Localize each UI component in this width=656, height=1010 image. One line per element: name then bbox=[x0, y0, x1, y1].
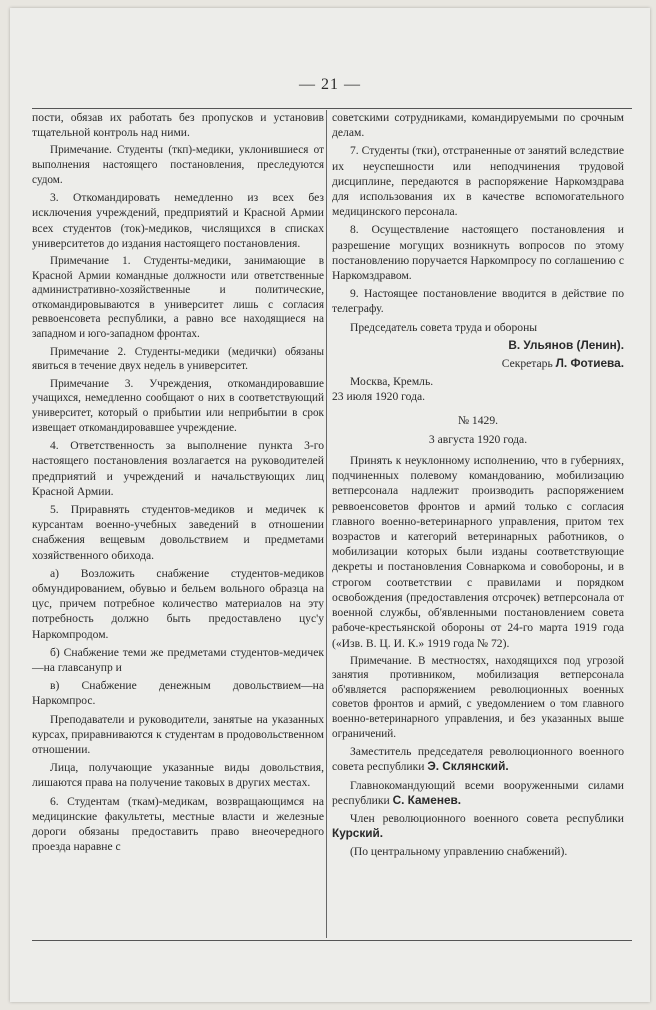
left-paragraph: а) Возложить снабжение студентов-медиков обмундированием, обувью и бельем вольного образца на цус, причем потребное количество материалов на эту потребность должно быть предоставлено цус'у Наркомпродом. bbox=[32, 566, 324, 641]
right-column bbox=[332, 110, 624, 863]
column-divider bbox=[326, 110, 327, 938]
left-paragraph: 5. Приравнять студентов-медиков и медичек к курсантам военно-учебных заведений в отношении снабжения вещевым довольствием и предметами хозяйственного обихода. bbox=[32, 502, 324, 562]
date-1: 23 июля 1920 года. bbox=[332, 390, 426, 404]
footer-rule bbox=[32, 940, 632, 941]
left-paragraph: Примечание 3. Учреждения, откомандировавшие учащихся, немедленно сообщают о них в соответствующий университет, который о прибытии или неприбытии в срок извещает откомандировавшее учреждение. bbox=[32, 377, 324, 434]
footer-note: (По центральному управлению снабжений). bbox=[350, 845, 568, 859]
left-column bbox=[32, 110, 324, 857]
signature-5-name: Курский. bbox=[332, 826, 384, 841]
left-paragraph: Примечание 1. Студенты-медики, занимающие в Красной Армии командные должности или ответственные административно-хозяйственные и политические, откомандировываются в университет лишь с согласия реввоенсовета республики, а равно все находящиеся на западном и юго-западном фронтах. bbox=[32, 255, 324, 340]
order-1429-note: Примечание. В местностях, находящихся под угрозой занятия противником, мобилизация ветперсонала об'является распоряжением революционных военных советов фронтов и армий, с уведомлением о том главного военно-ветеринарного управления, и без указанных выше ограничений. bbox=[332, 654, 624, 740]
left-paragraph: в) Снабжение денежным довольствием—на Наркомпрос. bbox=[32, 679, 324, 708]
left-paragraph: Примечание 2. Студенты-медики (медички) обязаны явиться в течение двух недель в университет. bbox=[32, 345, 324, 373]
right-paragraph-1: советскими сотрудниками, командируемыми по срочным делам. bbox=[332, 111, 624, 140]
left-paragraph: 4. Ответственность за выполнение пункта 3-го настоящего постановления возлагается на руководителей предприятий и учреждений и начальствующих лиц Красной Армии. bbox=[32, 439, 324, 498]
place: Москва, Кремль. bbox=[350, 375, 434, 389]
left-paragraph: б) Снабжение теми же предметами студентов-медичек—на главсанупр и bbox=[32, 645, 324, 674]
signature-4-name: С. Каменев. bbox=[392, 792, 462, 807]
signature-1-name: В. Ульянов (Ленин). bbox=[508, 337, 624, 352]
signature-5-title: Член революционного военного совета республики bbox=[350, 812, 624, 826]
signature-2-title: Секретарь bbox=[501, 357, 553, 371]
left-paragraph: пости, обязав их работать без пропусков и установив тщательной контроль над ними. bbox=[32, 111, 324, 140]
left-paragraph: Примечание. Студенты (ткп)-медики, уклонившиеся от выполнения настоящего постановления, преследуются судом. bbox=[32, 144, 324, 186]
right-paragraph-7: 7. Студенты (тки), отстраненные от занятий вследствие их неуспешности или неподчинения трудовой дисциплине, передаются в распоряжение Наркомздрава для использования их в качестве вспомогательного медицинского персонала. bbox=[332, 144, 624, 219]
document-number: № 1429. bbox=[457, 413, 499, 427]
date-2: 3 августа 1920 года. bbox=[428, 432, 528, 446]
order-1429-text: Принять к неуклонному исполнению, что в губерниях, подчиненных полевому командованию, мобилизацию ветперсонала надлежит производить распоряжением реввоенсоветов фронтов и армий только с согласия главного военно-ветеринарного управления, притом тех возрастов и категорий ветеринарных работников, о мобилизации которых были изданы соответствующие декреты и постановления Совнаркома и совобороны, и в строгом соответствии с правилами и порядком освобождения (предоставления отсрочек) ветперсонала от военной службы, об'явленными постановлением совета рабоче-крестьянской обороны от 24-го марта 1919 года («Изв. В. Ц. И. К.» 1919 года № 72). bbox=[332, 454, 624, 650]
right-paragraph-8: 8. Осуществление настоящего постановления и разрешение могущих возникнуть вопросов по этому постановлению поручается Наркомпросу по соглашению с Наркомздравом. bbox=[332, 223, 624, 283]
header-rule bbox=[32, 108, 632, 109]
left-paragraph: Преподаватели и руководители, занятые на указанных курсах, приравниваются к студентам в продовольственном отношении. bbox=[32, 712, 324, 756]
signature-3-title: Заместитель председателя революционного военного совета республики bbox=[332, 745, 624, 774]
document-page bbox=[10, 8, 650, 1002]
signature-2-name: Л. Фотиева. bbox=[555, 356, 624, 371]
signature-4-title: Главнокомандующий всеми вооруженными силами республики bbox=[332, 778, 624, 807]
right-paragraph-9: 9. Настоящее постановление вводится в действие по телеграфу. bbox=[332, 287, 624, 316]
left-paragraph: 6. Студентам (ткам)-медикам, возвращающимся на медицинские факультеты, местные власти и железные дороги обязаны предоставить право внеочередного проезда наравне с bbox=[32, 794, 324, 854]
page-number: — 21 — bbox=[299, 76, 361, 93]
left-paragraph: 3. Откомандировать немедленно из всех без исключения учреждений, предприятий и Красной Армии всех студентов (ток)-медиков, числящихся в списках университетов до издания настоящего постановления. bbox=[32, 191, 324, 250]
signature-3-name: Э. Склянский. bbox=[427, 759, 509, 774]
left-paragraph: Лица, получающие указанные виды довольствия, лишаются права на получение таковых в других местах. bbox=[32, 761, 324, 790]
signature-1-title: Председатель совета труда и обороны bbox=[350, 320, 538, 334]
